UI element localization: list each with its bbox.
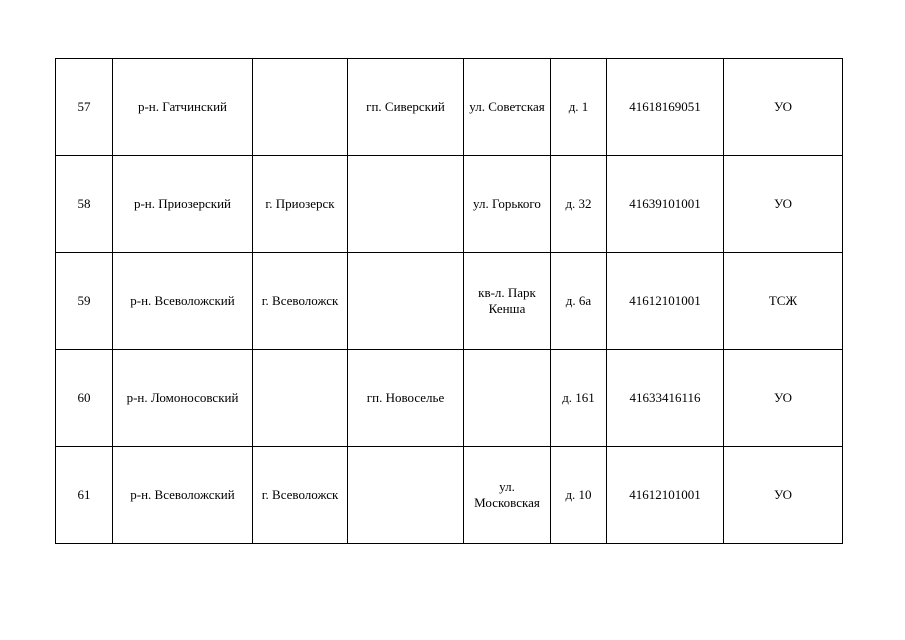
city-cell <box>253 350 348 447</box>
city-cell: г. Приозерск <box>253 156 348 253</box>
city-cell: г. Всеволожск <box>253 253 348 350</box>
row-number-cell: 58 <box>56 156 113 253</box>
row-number-cell: 61 <box>56 447 113 544</box>
district-cell: р-н. Всеволожский <box>113 447 253 544</box>
street-cell <box>464 350 551 447</box>
settlement-cell <box>348 253 464 350</box>
management-type-cell: УО <box>724 447 843 544</box>
house-cell: д. 10 <box>551 447 607 544</box>
city-cell <box>253 59 348 156</box>
house-cell: д. 6а <box>551 253 607 350</box>
settlement-cell <box>348 156 464 253</box>
table-row <box>56 59 843 156</box>
street-cell: ул. Горького <box>464 156 551 253</box>
code-cell: 41612101001 <box>607 447 724 544</box>
district-cell: р-н. Гатчинский <box>113 59 253 156</box>
address-table <box>55 58 843 544</box>
row-number-cell: 59 <box>56 253 113 350</box>
table-row <box>56 447 843 544</box>
settlement-cell: гп. Сиверский <box>348 59 464 156</box>
street-cell: кв-л. Парк Кенша <box>464 253 551 350</box>
house-cell: д. 1 <box>551 59 607 156</box>
code-cell: 41612101001 <box>607 253 724 350</box>
row-number-cell: 57 <box>56 59 113 156</box>
settlement-cell <box>348 447 464 544</box>
management-type-cell: УО <box>724 156 843 253</box>
street-cell: ул. Московская <box>464 447 551 544</box>
house-cell: д. 32 <box>551 156 607 253</box>
street-cell: ул. Советская <box>464 59 551 156</box>
table-row <box>56 253 843 350</box>
code-cell: 41639101001 <box>607 156 724 253</box>
settlement-cell: гп. Новоселье <box>348 350 464 447</box>
table-row <box>56 350 843 447</box>
management-type-cell: УО <box>724 350 843 447</box>
district-cell: р-н. Приозерский <box>113 156 253 253</box>
table-row <box>56 156 843 253</box>
row-number-cell: 60 <box>56 350 113 447</box>
code-cell: 41633416116 <box>607 350 724 447</box>
city-cell: г. Всеволожск <box>253 447 348 544</box>
management-type-cell: УО <box>724 59 843 156</box>
district-cell: р-н. Ломоносовский <box>113 350 253 447</box>
house-cell: д. 161 <box>551 350 607 447</box>
code-cell: 41618169051 <box>607 59 724 156</box>
district-cell: р-н. Всеволожский <box>113 253 253 350</box>
management-type-cell: ТСЖ <box>724 253 843 350</box>
